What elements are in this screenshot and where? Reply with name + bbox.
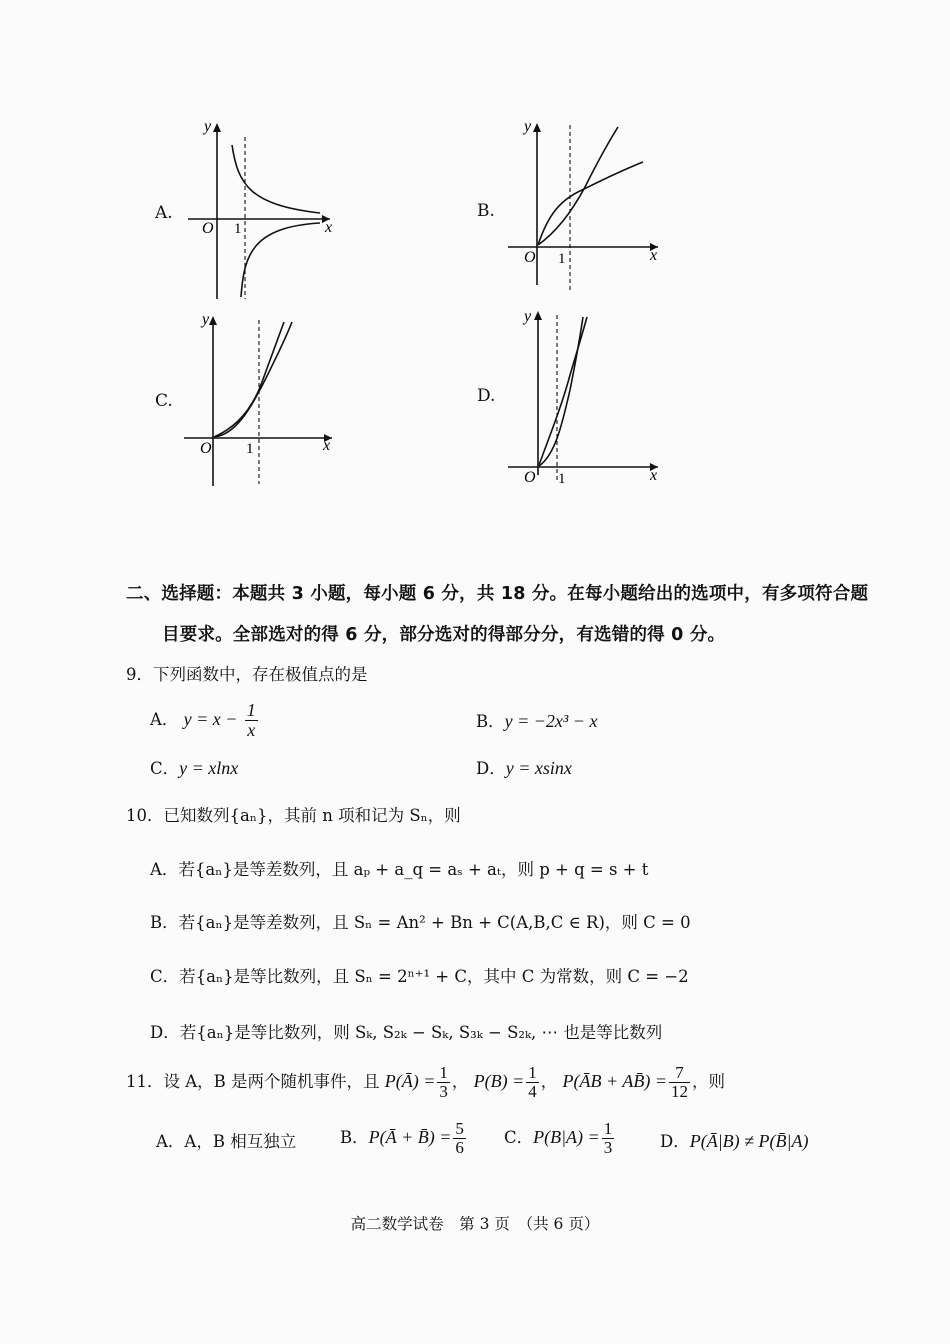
question-10-option-b: B．若{aₙ}是等差数列，且 Sₙ = An² + Bn + C(A,B,C ∈ R)，则 C = 0 bbox=[150, 913, 691, 932]
y-label: y bbox=[202, 311, 210, 328]
page-footer: 高二数学试卷 第 3 页 （共 6 页） bbox=[350, 1215, 600, 1233]
question-11-option-b bbox=[340, 1120, 468, 1157]
q11-p2-fraction: $\frac{1}{4}$ bbox=[528, 1063, 537, 1101]
y-axis-arrow bbox=[209, 316, 217, 325]
origin-label: O bbox=[200, 440, 212, 457]
question-10-option-d: D．若{aₙ}是等比数列，则 Sₖ, S₂ₖ − Sₖ, S₃ₖ − S₂ₖ, ⋯ 也是等比数列 bbox=[150, 1023, 663, 1042]
y-axis-arrow bbox=[213, 123, 221, 132]
curve-gentle bbox=[214, 322, 292, 437]
section-two-title-line2: 目要求。全部选对的得 6 分，部分选对的得部分分，有选错的得 0 分。 bbox=[162, 625, 726, 645]
section-two-title-line1: 二、选择题：本题共 3 小题，每小题 6 分，共 18 分。在每小题给出的选项中，有多项符合题 bbox=[126, 584, 869, 604]
question-10-stem: 10．已知数列{aₙ}，其前 n 项和记为 Sₙ，则 bbox=[126, 806, 461, 825]
question-11-option-d bbox=[660, 1128, 808, 1152]
q11-stem-pre: 11．设 A，B 是两个随机事件，且 bbox=[126, 1071, 380, 1091]
question-9-stem: 9．下列函数中，存在极值点的是 bbox=[126, 665, 368, 684]
y-label: y bbox=[524, 118, 532, 135]
question-9-option-d bbox=[476, 755, 572, 779]
curve-steep bbox=[214, 322, 284, 437]
option-a-label: A． bbox=[150, 709, 179, 729]
graph-a bbox=[180, 115, 340, 305]
x-label: x bbox=[650, 467, 658, 484]
y-axis-arrow bbox=[533, 123, 541, 132]
q11-option-c-lhs: P(B|A) = bbox=[533, 1126, 600, 1147]
option-d-label: D． bbox=[476, 759, 506, 778]
question-11-option-a: A．A，B 相互独立 bbox=[156, 1132, 297, 1151]
q11-option-b-label: B． bbox=[340, 1127, 369, 1147]
question-11-stem: 11．设 A，B 是两个随机事件，且 P(Ā) = $\frac{1}{3}$ ， P(B) = $\frac{1}{4}$ ， P(ĀB + AB̄) = $\frac{7}{12}$ ，则 bbox=[126, 1063, 725, 1101]
option-c-label: C． bbox=[150, 759, 180, 778]
question-10-option-a: A．若{aₙ}是等差数列，且 aₚ + a_q = aₛ + aₜ，则 p + q = s + t bbox=[150, 860, 649, 879]
tick-label: 1 bbox=[246, 441, 254, 457]
origin-label: O bbox=[524, 249, 536, 266]
x-label: x bbox=[650, 247, 658, 264]
question-11-option-c bbox=[504, 1120, 616, 1157]
curve-convex bbox=[538, 127, 618, 245]
q11-p2-lhs: P(B) = bbox=[473, 1070, 525, 1091]
curve-steep bbox=[539, 317, 583, 466]
q11-option-c-fraction: $\frac{1}{3}$ bbox=[603, 1119, 613, 1157]
origin-label: O bbox=[524, 469, 536, 486]
q11-p3-lhs: P(ĀB + AB̄) = bbox=[562, 1070, 667, 1091]
x-label: x bbox=[325, 219, 333, 236]
question-9-option-a bbox=[150, 701, 260, 740]
tick-label: 1 bbox=[234, 221, 242, 237]
q11-stem-post: 则 bbox=[708, 1071, 725, 1091]
y-label: y bbox=[524, 308, 532, 325]
graph-option-d-label: D. bbox=[477, 386, 496, 406]
option-a-fraction: $\frac{1}{x}$ bbox=[246, 700, 256, 740]
curve-lower bbox=[241, 223, 320, 297]
q11-p1-lhs: P(Ā) = bbox=[384, 1070, 436, 1091]
option-b-expr: y = −2x³ − x bbox=[504, 711, 598, 731]
x-label: x bbox=[323, 437, 331, 454]
question-9-option-c bbox=[150, 755, 238, 779]
option-d-expr: y = xsinx bbox=[505, 758, 572, 778]
option-c-expr: y = xlnx bbox=[179, 758, 239, 778]
graph-c bbox=[180, 310, 340, 490]
graph-b bbox=[500, 115, 670, 295]
tick-label: 1 bbox=[558, 471, 566, 487]
q11-option-d-label: D． bbox=[660, 1132, 690, 1151]
option-b-label: B． bbox=[476, 712, 505, 731]
option-a-expr: y = x − bbox=[183, 708, 238, 729]
question-10-option-c: C．若{aₙ}是等比数列，且 Sₙ = 2ⁿ⁺¹ + C，其中 C 为常数，则 C = −2 bbox=[150, 967, 689, 986]
graph-d bbox=[500, 305, 670, 490]
graph-option-b-label: B. bbox=[477, 201, 495, 221]
q11-option-b-lhs: P(Ā + B̄) = bbox=[368, 1126, 452, 1147]
q11-option-b-fraction: $\frac{5}{6}$ bbox=[455, 1119, 464, 1157]
graph-option-c-label: C. bbox=[155, 391, 173, 411]
y-label: y bbox=[204, 118, 212, 135]
y-axis-arrow bbox=[534, 311, 542, 320]
origin-label: O bbox=[202, 220, 214, 237]
graph-option-a-label: A. bbox=[155, 203, 173, 223]
q11-p3-fraction: $\frac{7}{12}$ bbox=[670, 1063, 688, 1101]
question-9-option-b bbox=[476, 708, 597, 732]
tick-label: 1 bbox=[558, 251, 566, 267]
q11-option-c-label: C． bbox=[504, 1127, 534, 1147]
q11-p1-fraction: $\frac{1}{3}$ bbox=[439, 1063, 448, 1101]
q11-option-d-expr: P(Ā|B) ≠ P(B̄|A) bbox=[689, 1131, 809, 1151]
